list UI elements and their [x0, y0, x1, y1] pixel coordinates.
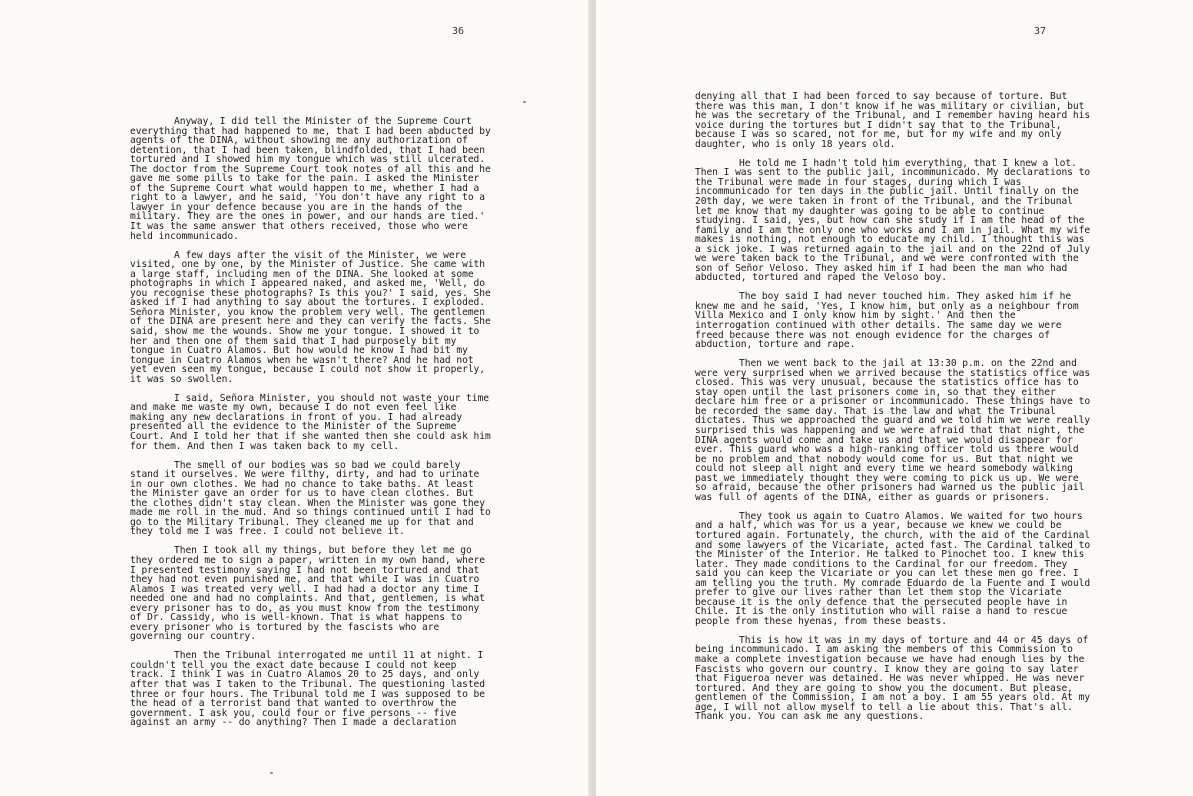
right-page [596, 0, 1193, 796]
paragraph: The smell of our bodies was so bad we could barely stand it ourselves. We were filthy, dirty, and had to urinate in our own clothes. We had no chance to take baths. At least the Minister gave an order for us to have clean clothes. But the clothes didn't stay clean. When the Minister was gone they made me roll in the mud. And so things continued until I had to go to the Military Tribunal. They cleaned me up for that and they told me I was free. I could not believe it. [130, 459, 491, 538]
paragraph: Then we went back to the jail at 13:30 p.m. on the 22nd and were very surprised when we arrived because the statistics office was closed. This was very unusual, because the statistics office has to stay open until the last prisoners come in, so that they either declare him free or a prisoner or incommunicado. These things have to be recorded the same day. That is the law and what the Tribunal dictates. Thus we approached the guard and we told him we were really surprised this was happening and we were afraid that that night, the DINA agents would come and take us and that we would disappear for ever. This guard who was a high-ranking officer told us there would be no problem and that nobody would come for us. But that night we could not sleep all night and every time we heard somebody walking past we immediately thought they were coming to pick us up. We were so afraid, because the other prisoners had warned us the public jail was full of agents of the DINA, either as guards or prisoners. [695, 358, 1091, 503]
paragraph: I said, Señora Minister, you should not waste your time and make me waste my own, because I do not even feel like making any new declarations in front of you. I had already presented all the evidence to the Minister of the Supreme Court. And I told her that if she wanted then she could ask him for them. And then I was taken back to my cell. [130, 392, 491, 452]
paragraph: The boy said I had never touched him. They asked him if he knew me and he said, 'Yes, I know him, but only as a neighbour from Villa Mexico and I only know him by sight.' And then the interrogation continued with other details. The same day we were freed because there was not enough evidence for the charges of abduction, torture and rape. [695, 291, 1079, 351]
paragraph: This is how it was in my days of torture and 44 or 45 days of being incommunicado. I am asking the members of this Commission to make a complete investigation because we have had enough lies by the Fascists who govern our country. I know they are going to say later that Figueroa never was detained. He was never whipped. He was never tortured. And they are going to show you the document. But please, gentlemen of the Commission, I am not a boy. I am 55 years old. At my age, I will not allow myself to tell a lie about this. That's all. Thank you. You can ask me any questions. [695, 634, 1091, 723]
paper-speck [270, 772, 273, 774]
left-page-body [130, 117, 494, 737]
paragraph: Anyway, I did tell the Minister of the Supreme Court everything that had happened to me, that I had been abducted by agents of the DINA, without showing me any authorization of detention, that I had been taken, blindfolded, that I had been tortured and I showed him my tongue which was still ulcerated. The doctor from the Supreme Court took notes of all this and he gave me some pills to take for the pain. I asked the Minister of the Supreme Court what would happen to me, whether I had a right to a lawyer, and he said, 'You don't have any right to a lawyer in your defence because you are in the hands of the military. They are the ones in power, and our hands are tied.' It was the same answer that others received, those who were held incommunicado. [130, 116, 491, 242]
right-page-body [695, 92, 1091, 731]
paragraph: A few days after the visit of the Minister, we were visited, one by one, by the Minister of Justice. She came with a large staff, including men of the DINA. She looked at some photographs in which I appeared naked, and asked me, 'Well, do you recognise these photographs? Is this you?' I said, yes. She asked if I had anything to say about the tortures. I exploded. Señora Minister, you know the problem very well. The gentlemen of the DINA are present here and they can verify the facts. She said, show me the wounds. Show me your tongue. I showed it to her and then one of them said that I had purposely bit my tongue in Cuatro Alamos. But how would he know I had bit my tongue in Cuatro Alamos when he wasn't there? And he had not yet even seen my tongue, because I could not show it properly, it was so swollen. [130, 249, 491, 385]
paragraph: They took us again to Cuatro Alamos. We waited for two hours and a half, which was for us a year, because we knew we could be tortured again. Fortunately, the church, with the aid of the Cardinal and some lawyers of the Vicariate, acted fast. The Cardinal talked to the Minister of the Interior. He talked to Pinochet too. I knew this later. They made conditions to the Cardinal for our freedom. They said you can keep the Vicariate or you can let these men go free. I am telling you the truth. My comrade Eduardo de la Fuente and I would prefer to give our lives rather than let them stop the Vicariate because it is the only defence that the persecuted people have in Chile. It is the only institution who will raise a hand to rescue people from these hyenas, from these beasts. [695, 510, 1091, 627]
paper-speck [523, 101, 526, 103]
paragraph: Then the Tribunal interrogated me until 11 at night. I couldn't tell you the exact date because I could not keep track. I think I was in Cuatro Alamos 20 to 25 days, and only after that was I taken to the Tribunal. The questioning lasted three or four hours. The Tribunal told me I was supposed to be the head of a terrorist band that wanted to overthrow the government. I ask you, could four or five persons -- five against an army -- do anything? Then I made a declaration [130, 650, 486, 729]
paragraph: Then I took all my things, but before they let me go they ordered me to sign a paper, written in my own hand, where I presented testimony saying I had not been tortured and that they had not even punished me, and that while I was in Cuatro Alamos I was treated very well. I had had a doctor any time I needed one and had no complaints. And that, gentlemen, is what every prisoner has to do, as you must know from the testimony of Dr. Cassidy, who is well-known. That is what happens to every prisoner who is tortured by the fascists who are governing our country. [130, 545, 486, 643]
page-number-left: 36 [452, 26, 465, 37]
paragraph: He told me I hadn't told him everything, that I knew a lot. Then I was sent to the public jail, incommunicado. My declarations to the Tribunal were made in four stages, during which I was incommunicado for ten days in the public jail. Until finally on the 20th day, we were taken in front of the Tribunal, and the Tribunal let me know that my daughter was going to be able to continue studying. I said, yes, but how can she study if I am the head of the family and I am the only one who works and I am in jail. What my wife makes is nothing, not enough to educate my child. I thought this was a sick joke. I was returned again to the jail and on the 22nd of July we were taken back to the Tribunal, and we were confronted with the son of Señor Veloso. They asked him if I had been the man who had abducted, tortured and raped the Veloso boy. [695, 157, 1091, 284]
paragraph: denying all that I had been forced to say because of torture. But there was this man, I don't know if he was military or civilian, but he was the secretary of the Tribunal, and I remember having heard his voice during the tortures but I didn't say that to the Tribunal, because I was so scared, not for me, but for my wife and my only daughter, who is only 18 years old. [695, 91, 1091, 150]
left-page [0, 0, 592, 796]
page-number-right: 37 [1034, 26, 1047, 37]
